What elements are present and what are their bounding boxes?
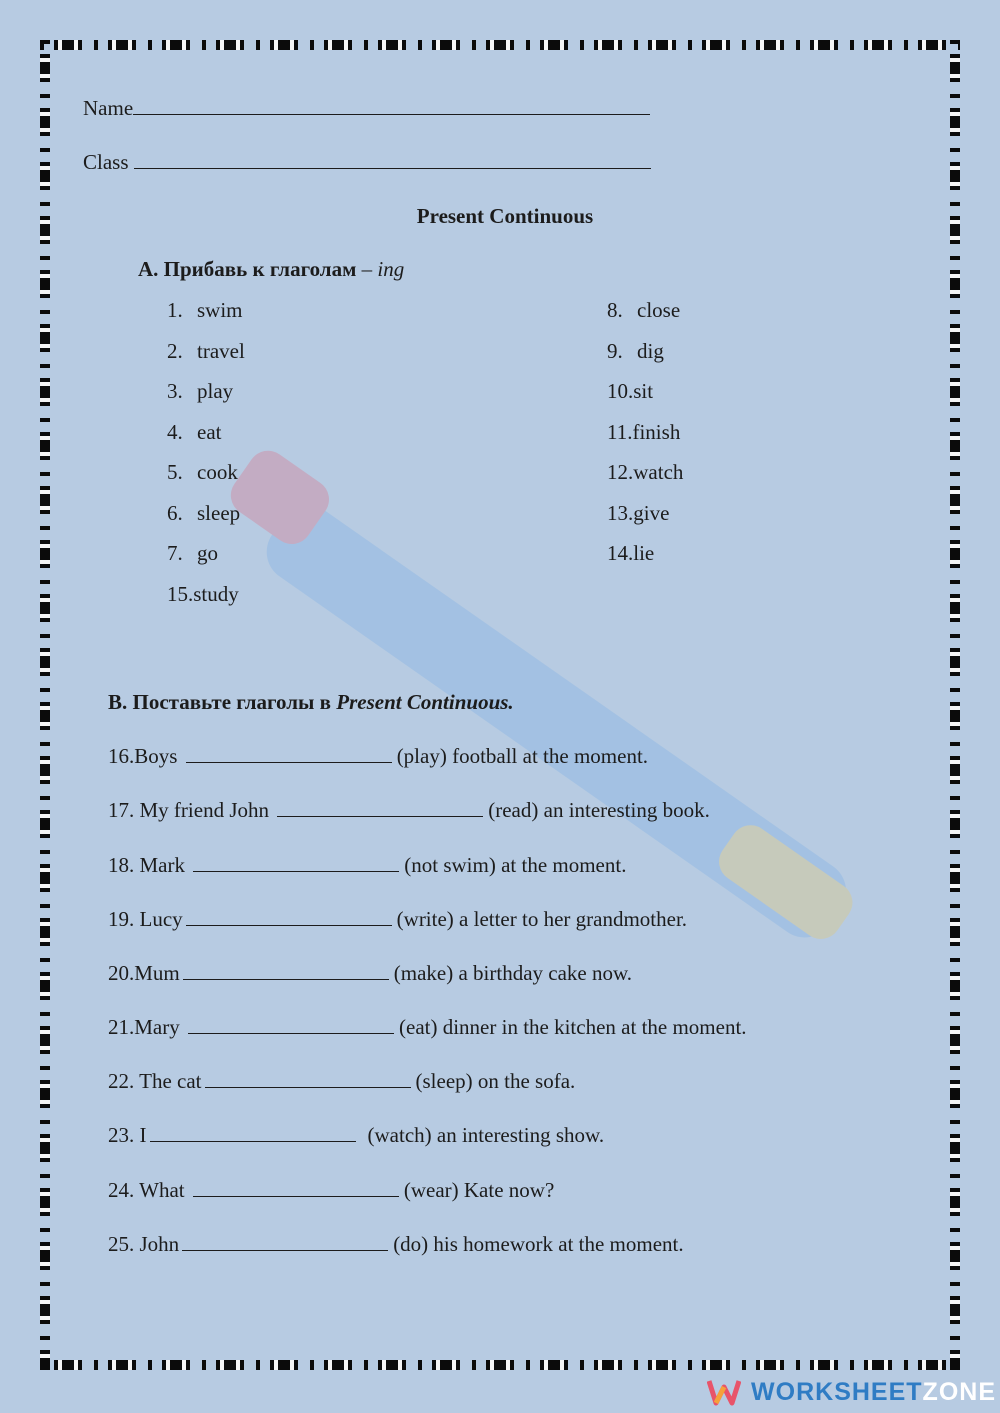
list-item: 4. eat [167,419,222,444]
list-item: 13. give [607,500,670,525]
list-item: 6. sleep [167,500,241,525]
answer-blank[interactable] [150,1123,356,1142]
section-a-dash: – [356,257,378,281]
exercise-item: 18. Mark (not swim) at the moment. [108,853,627,877]
exercise-item: 21.Mary (eat) dinner in the kitchen at the moment. [108,1015,747,1039]
list-item: 8. close [607,298,681,322]
answer-blank[interactable] [186,744,392,763]
exercise-item: 19. Lucy (write) a letter to her grandmother. [108,907,688,931]
w-logo-icon [707,1377,741,1407]
list-item: 1. swim [167,298,243,322]
list-item: 11. finish [607,419,681,444]
name-label: Name [83,96,134,120]
class-field [83,150,651,175]
section-a-heading [138,257,404,282]
worksheetzone-logo[interactable] [707,1377,996,1407]
section-a-heading-text: A. Прибавь к глаголам [138,257,357,281]
exercise-item: 20.Mum (make) a birthday cake now. [108,961,633,985]
list-item: 2. travel [167,338,245,363]
exercise-item: 22. The cat (sleep) on the sofa. [108,1069,576,1093]
verb-list-left [167,298,245,622]
answer-blank[interactable] [186,907,392,926]
exercise-item: 16.Boys (play) football at the moment. [108,744,649,768]
border-bottom [40,1360,960,1370]
list-item: 15. study [167,581,239,606]
page-title: Present Continuous [416,204,594,228]
exercise-item: 23. I (watch) an interesting show. [108,1123,605,1147]
list-item: 5. cook [167,460,238,484]
list-item: 3. play [167,379,234,403]
section-b-heading-italic: Present Continuous. [336,690,514,714]
name-blank[interactable] [133,96,650,115]
answer-blank[interactable] [277,798,483,817]
exercise-item: 24. What (wear) Kate now? [108,1178,555,1202]
name-field [83,96,650,121]
logo-text-worksheet: WORKSHEET [751,1377,923,1406]
answer-blank[interactable] [183,961,389,980]
class-label: Class [83,150,129,174]
exercise-item: 17. My friend John (read) an interesting book. [108,798,710,822]
exercise-item: 25. John (do) his homework at the moment. [108,1232,684,1256]
list-item: 10. sit [607,379,654,403]
answer-blank[interactable] [205,1069,411,1088]
list-item: 7. go [167,541,218,565]
border-top [40,40,960,50]
list-item: 9. dig [607,338,664,363]
answer-blank[interactable] [193,1178,399,1197]
section-b-heading [108,690,514,715]
verb-list-right [607,298,683,582]
list-item: 12. watch [607,460,684,484]
section-b-heading-text: B. Поставьте глаголы в [108,690,337,714]
class-blank[interactable] [134,150,651,169]
logo-text-zone: ZONE [922,1377,996,1406]
answer-blank[interactable] [193,853,399,872]
border-right [950,40,960,1370]
list-item: 14. lie [607,541,655,565]
border-left [40,40,50,1370]
section-a-suffix: ing [377,257,405,281]
answer-blank[interactable] [182,1232,388,1251]
answer-blank[interactable] [188,1015,394,1034]
